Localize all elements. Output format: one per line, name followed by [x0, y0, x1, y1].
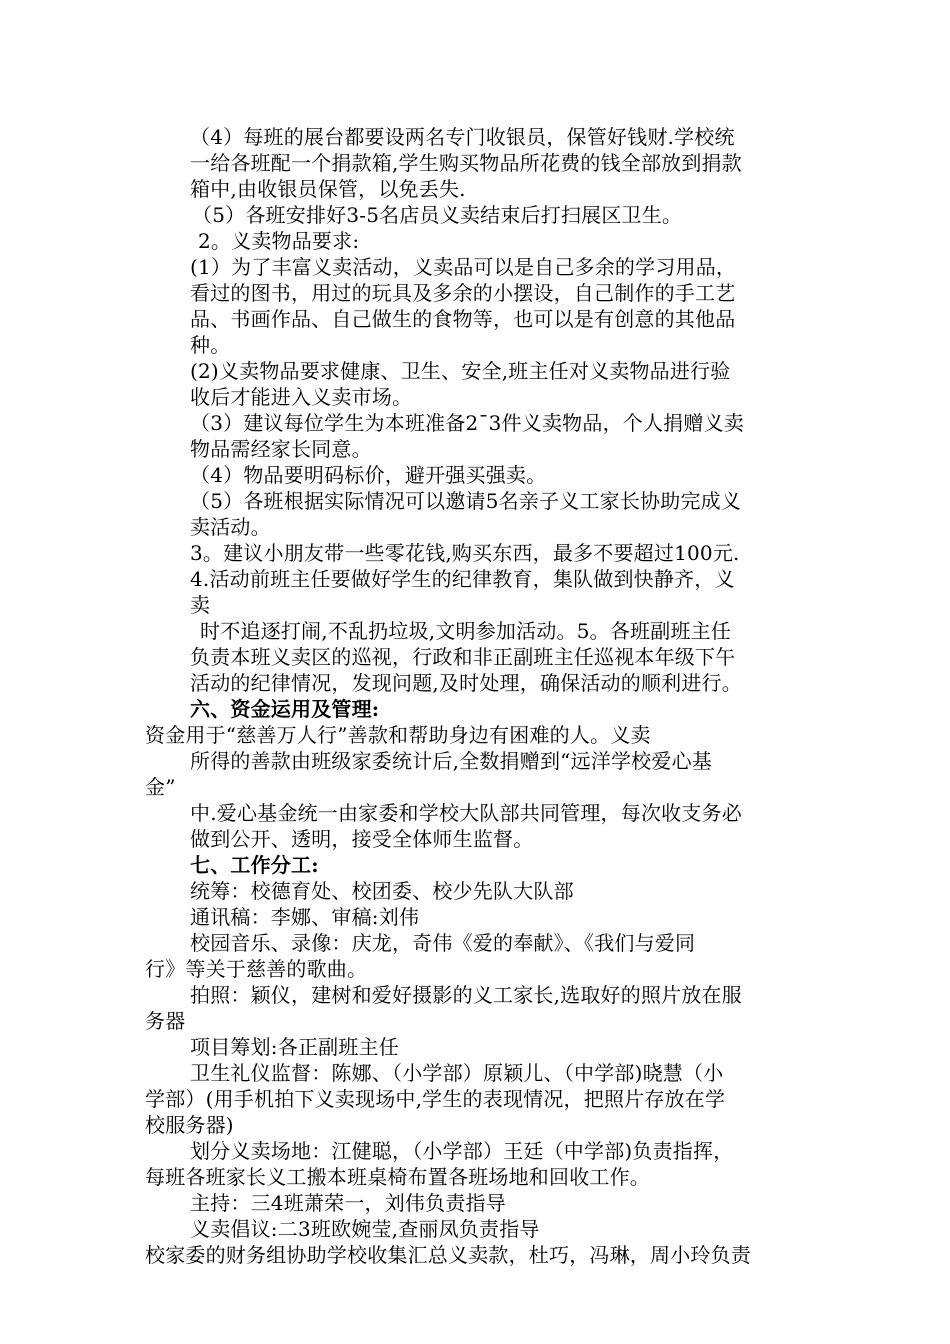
text-line: 3。建议小朋友带一些零花钱,购买东西，最多不要超过100元.	[190, 541, 740, 565]
text-line: 务器	[145, 1009, 186, 1033]
text-line: （4）物品要明码标价，避开强买强卖。	[190, 463, 547, 487]
text-line: 看过的图书，用过的玩具及多余的小摆设，自己制作的手工艺	[190, 281, 736, 305]
text-line: 物品需经家长同意。	[190, 437, 372, 461]
text-line: 资金用于“慈善万人行”善款和帮助身边有困难的人。义卖	[145, 723, 651, 747]
text-line: 校园音乐、录像：庆龙，奇伟《爱的奉献》、《我们与爱同	[190, 931, 696, 955]
text-line: 品、书画作品、自己做生的食物等，也可以是有创意的其他品	[190, 307, 736, 331]
text-line: 所得的善款由班级家委统计后,全数捐赠到“远洋学校爱心基	[190, 749, 712, 773]
text-line: 箱中,由收银员保管，以免丢失.	[190, 177, 466, 201]
text-line: 做到公开、透明，接受全体师生监督。	[190, 827, 534, 851]
text-line: 拍照：颖仪，建树和爱好摄影的义工家长,选取好的照片放在服	[190, 983, 742, 1007]
text-line: 学部）(用手机拍下义卖现场中,学生的表现情况，把照片存放在学	[145, 1087, 726, 1111]
text-line: 每班各班家长义工搬本班桌椅布置各班场地和回收工作。	[145, 1165, 650, 1189]
text-line: (1）为了丰富义卖活动，义卖品可以是自己多余的学习用品，	[190, 255, 737, 279]
text-line: 校服务器)	[145, 1113, 234, 1137]
text-line: 主持：三4班萧荣一，刘伟负责指导	[190, 1191, 506, 1215]
text-line: (2)义卖物品要求健康、卫生、安全,班主任对义卖物品进行验	[190, 359, 731, 383]
text-line: 一给各班配一个捐款箱,学生购买物品所花费的钱全部放到捐款	[190, 151, 742, 175]
text-line: （4）每班的展台都要设两名专门收银员，保管好钱财.学校统	[190, 125, 735, 149]
text-line: （5）各班根据实际情况可以邀请5名亲子义工家长协助完成义	[190, 489, 742, 513]
text-line: 统筹：校德育处、校团委、校少先队大队部	[190, 879, 574, 903]
text-line: 4.活动前班主任要做好学生的纪律教育，集队做到快静齐，义	[190, 567, 735, 591]
text-line: 义卖倡议:二3班欧婉莹,查丽凤负责指导	[190, 1217, 540, 1241]
text-line: 卖	[190, 593, 211, 617]
text-line: 划分义卖场地：江健聪，（小学部）王廷（中学部)负责指挥，	[190, 1139, 734, 1163]
section-heading: 2。义卖物品要求:	[198, 229, 360, 253]
section-heading: 七、工作分工:	[190, 853, 319, 877]
text-line: 种。	[190, 333, 231, 357]
text-line: （5）各班安排好3-5名店员义卖结束后打扫展区卫生。	[192, 203, 683, 227]
text-line: 金”	[145, 775, 176, 799]
text-line: 卫生礼仪监督：陈娜、（小学部）原颖儿、（中学部)晓慧（小	[190, 1061, 724, 1085]
text-line: 行》等关于慈善的歌曲。	[145, 957, 368, 981]
text-line: 负责本班义卖区的巡视，行政和非正副班主任巡视本年级下午	[190, 645, 736, 669]
text-line: 项目筹划:各正副班主任	[190, 1035, 399, 1059]
section-heading: 六、资金运用及管理:	[190, 697, 380, 721]
text-line: 卖活动。	[190, 515, 271, 539]
text-line: 收后才能进入义卖市场。	[190, 385, 413, 409]
text-line: 时不追逐打闹,不乱扔垃圾,文明参加活动。5。各班副班主任	[200, 619, 732, 643]
text-line: 通讯稿：李娜、审稿:刘伟	[190, 905, 420, 929]
text-line: （3）建议每位学生为本班准备2¯3件义卖物品，个人捐赠义卖	[190, 411, 744, 435]
text-line: 中.爱心基金统一由家委和学校大队部共同管理，每次收支务必	[190, 801, 742, 825]
text-line: 校家委的财务组协助学校收集汇总义卖款，杜巧，冯琳，周小玲负责	[145, 1243, 751, 1267]
text-line: 活动的纪律情况，发现问题,及时处理，确保活动的顺利进行。	[190, 671, 742, 695]
